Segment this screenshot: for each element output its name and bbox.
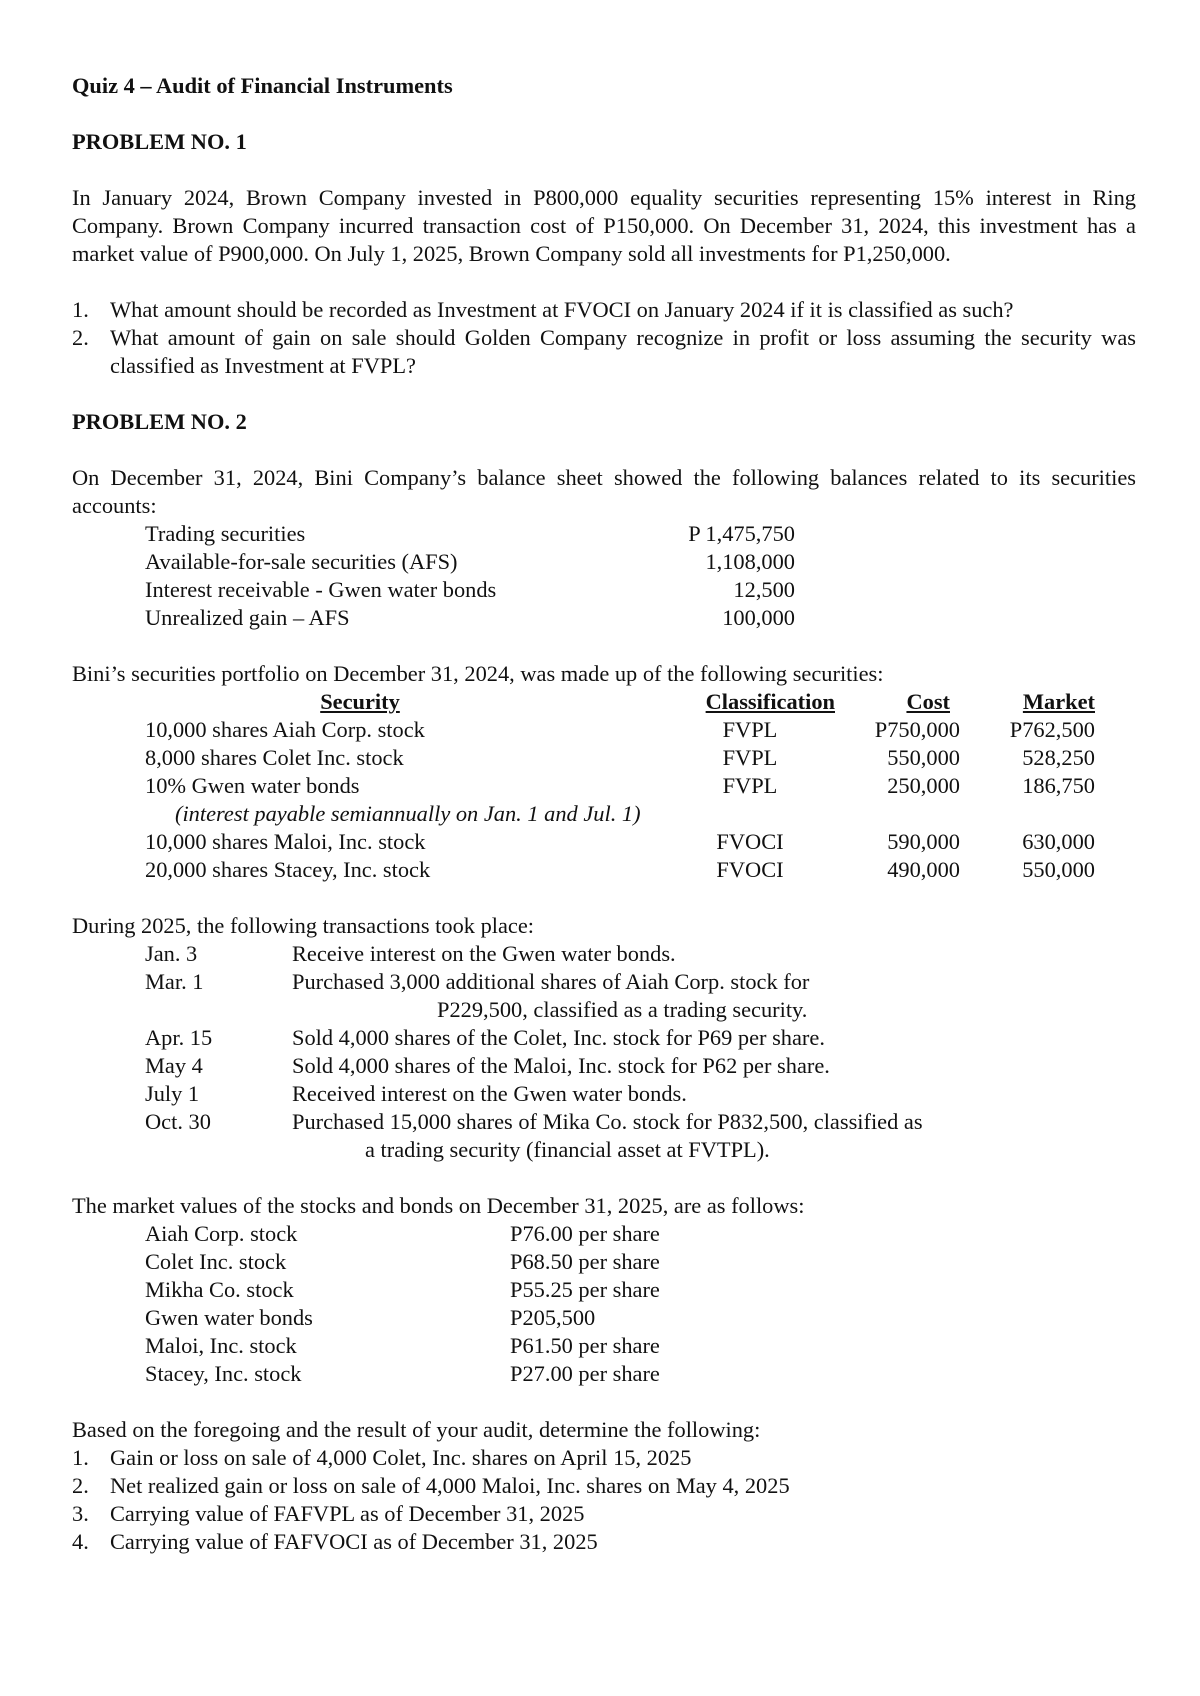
list-item [72, 1500, 1136, 1528]
cell-cost: 490,000 [887, 857, 960, 882]
tx-text: Purchased 3,000 additional shares of Aiah Corp. stock for [292, 969, 810, 994]
item-text: Net realized gain or loss on sale of 4,000 Maloi, Inc. shares on May 4, 2025 [110, 1473, 790, 1498]
item-text: What amount should be recorded as Investment at FVOCI on January 2024 if it is classified as such? [110, 297, 1014, 322]
table-row [145, 856, 1125, 884]
mv-value: P27.00 per share [510, 1361, 660, 1386]
requirements-intro: Based on the foregoing and the result of your audit, determine the following: [72, 1417, 761, 1442]
cell-security: 20,000 shares Stacey, Inc. stock [145, 857, 431, 882]
table-row [145, 1276, 1136, 1304]
problem-2-heading: PROBLEM NO. 2 [72, 409, 247, 434]
list-item [72, 324, 1136, 380]
header-classification: Classification [705, 689, 835, 714]
tx-text: Purchased 15,000 shares of Mika Co. stock for P832,500, classified as [292, 1109, 923, 1134]
table-row [145, 772, 1125, 800]
balance-label: Unrealized gain – AFS [145, 605, 350, 630]
cell-market: 186,750 [1022, 773, 1095, 798]
table-row [145, 548, 1136, 576]
tx-continuation: a trading security (financial asset at FVTPL). [365, 1137, 770, 1162]
cell-market: 550,000 [1022, 857, 1095, 882]
table-row [145, 1360, 1136, 1388]
balance-amount: P 1,475,750 [688, 521, 795, 546]
header-security: Security [320, 689, 400, 714]
list-item [72, 296, 1136, 324]
mv-name: Maloi, Inc. stock [145, 1333, 297, 1358]
market-values-intro: The market values of the stocks and bonds on December 31, 2025, are as follows: [72, 1193, 805, 1218]
table-row [145, 1248, 1136, 1276]
requirements-list [72, 1444, 1136, 1556]
tx-date: Mar. 1 [145, 969, 204, 994]
cell-cost: 250,000 [887, 773, 960, 798]
cell-security: 10% Gwen water bonds [145, 773, 360, 798]
cell-cost: 550,000 [887, 745, 960, 770]
mv-value: P55.25 per share [510, 1277, 660, 1302]
balances-table [145, 520, 1136, 632]
table-row [145, 1220, 1136, 1248]
list-item [145, 1080, 1136, 1108]
table-row [145, 604, 1136, 632]
cell-market: 630,000 [1022, 829, 1095, 854]
cell-classification: FVOCI [716, 829, 784, 854]
problem-1-text: In January 2024, Brown Company invested in P800,000 equality securities representing 15% interest in Ring Company. Brown Company incurred transaction cost of P150,000. On December 31, 2024, this investment has a market value of P900,000. On July 1, 2025, Brown Company sold all investments for P1,250,000. [72, 185, 1136, 266]
list-item [72, 1472, 1136, 1500]
table-header-row [145, 688, 1125, 716]
table-row [145, 716, 1125, 744]
mv-value: P68.50 per share [510, 1249, 660, 1274]
mv-name: Mikha Co. stock [145, 1277, 294, 1302]
mv-value: P76.00 per share [510, 1221, 660, 1246]
item-text: Gain or loss on sale of 4,000 Colet, Inc. shares on April 15, 2025 [110, 1445, 692, 1470]
tx-text: Sold 4,000 shares of the Maloi, Inc. stock for P62 per share. [292, 1053, 830, 1078]
table-row [145, 1332, 1136, 1360]
item-text: What amount of gain on sale should Golden Company recognize in profit or loss assuming the security was classified as Investment at FVPL? [110, 325, 1136, 378]
table-row [145, 828, 1125, 856]
tx-date: Jan. 3 [145, 941, 198, 966]
item-number: 2. [72, 1473, 89, 1498]
list-item [145, 968, 1136, 996]
tx-date: Oct. 30 [145, 1109, 211, 1134]
mv-name: Gwen water bonds [145, 1305, 313, 1330]
cell-security: 10,000 shares Aiah Corp. stock [145, 717, 425, 742]
balance-amount: 1,108,000 [705, 549, 795, 574]
cell-classification: FVPL [722, 717, 778, 742]
table-row [145, 576, 1136, 604]
quiz-title: Quiz 4 – Audit of Financial Instruments [72, 73, 453, 98]
cell-security: 8,000 shares Colet Inc. stock [145, 745, 404, 770]
transactions-list [145, 940, 1136, 1164]
tx-text: Receive interest on the Gwen water bonds. [292, 941, 676, 966]
list-item [145, 940, 1136, 968]
table-row [145, 1304, 1136, 1332]
cell-cost: P750,000 [874, 717, 960, 742]
mv-name: Colet Inc. stock [145, 1249, 287, 1274]
mv-value: P205,500 [510, 1305, 596, 1330]
list-item [72, 1528, 1136, 1556]
item-number: 4. [72, 1529, 89, 1554]
tx-date: July 1 [145, 1081, 200, 1106]
mv-value: P61.50 per share [510, 1333, 660, 1358]
cell-classification: FVPL [722, 773, 778, 798]
cell-market: 528,250 [1022, 745, 1095, 770]
header-market: Market [1022, 689, 1095, 714]
item-text: Carrying value of FAFVOCI as of December 31, 2025 [110, 1529, 598, 1554]
problem-1-questions [72, 296, 1136, 380]
item-number: 1. [72, 1445, 89, 1470]
tx-date: May 4 [145, 1053, 203, 1078]
balance-label: Interest receivable - Gwen water bonds [145, 577, 497, 602]
list-item [72, 1444, 1136, 1472]
list-item [145, 1052, 1136, 1080]
cell-market: P762,500 [1009, 717, 1095, 742]
item-number: 3. [72, 1501, 89, 1526]
item-number: 1. [72, 297, 89, 322]
market-values-table [145, 1220, 1136, 1388]
item-text: Carrying value of FAFVPL as of December 31, 2025 [110, 1501, 585, 1526]
tx-continuation: P229,500, classified as a trading security. [437, 997, 808, 1022]
cell-classification: FVPL [722, 745, 778, 770]
tx-date: Apr. 15 [145, 1025, 213, 1050]
balance-amount: 100,000 [722, 605, 795, 630]
cell-security: 10,000 shares Maloi, Inc. stock [145, 829, 426, 854]
portfolio-note: (interest payable semiannually on Jan. 1 and Jul. 1) [175, 801, 641, 826]
header-cost: Cost [906, 689, 950, 714]
tx-text: Received interest on the Gwen water bonds. [292, 1081, 687, 1106]
list-item [145, 1108, 1136, 1136]
transactions-intro: During 2025, the following transactions took place: [72, 913, 535, 938]
list-item [145, 1024, 1136, 1052]
cell-cost: 590,000 [887, 829, 960, 854]
item-number: 2. [72, 325, 89, 350]
balance-amount: 12,500 [733, 577, 795, 602]
document-page [72, 72, 1136, 1556]
portfolio-intro: Bini’s securities portfolio on December 31, 2024, was made up of the following securities: [72, 661, 884, 686]
mv-name: Aiah Corp. stock [145, 1221, 298, 1246]
table-row [145, 520, 1136, 548]
portfolio-table [145, 688, 1125, 884]
tx-text: Sold 4,000 shares of the Colet, Inc. stock for P69 per share. [292, 1025, 825, 1050]
balance-label: Available-for-sale securities (AFS) [145, 549, 458, 574]
mv-name: Stacey, Inc. stock [145, 1361, 302, 1386]
problem-1-heading: PROBLEM NO. 1 [72, 129, 247, 154]
cell-classification: FVOCI [716, 857, 784, 882]
table-row [145, 744, 1125, 772]
balance-label: Trading securities [145, 521, 306, 546]
problem-2-intro: On December 31, 2024, Bini Company’s balance sheet showed the following balances related to its securities accounts: [72, 465, 1136, 518]
